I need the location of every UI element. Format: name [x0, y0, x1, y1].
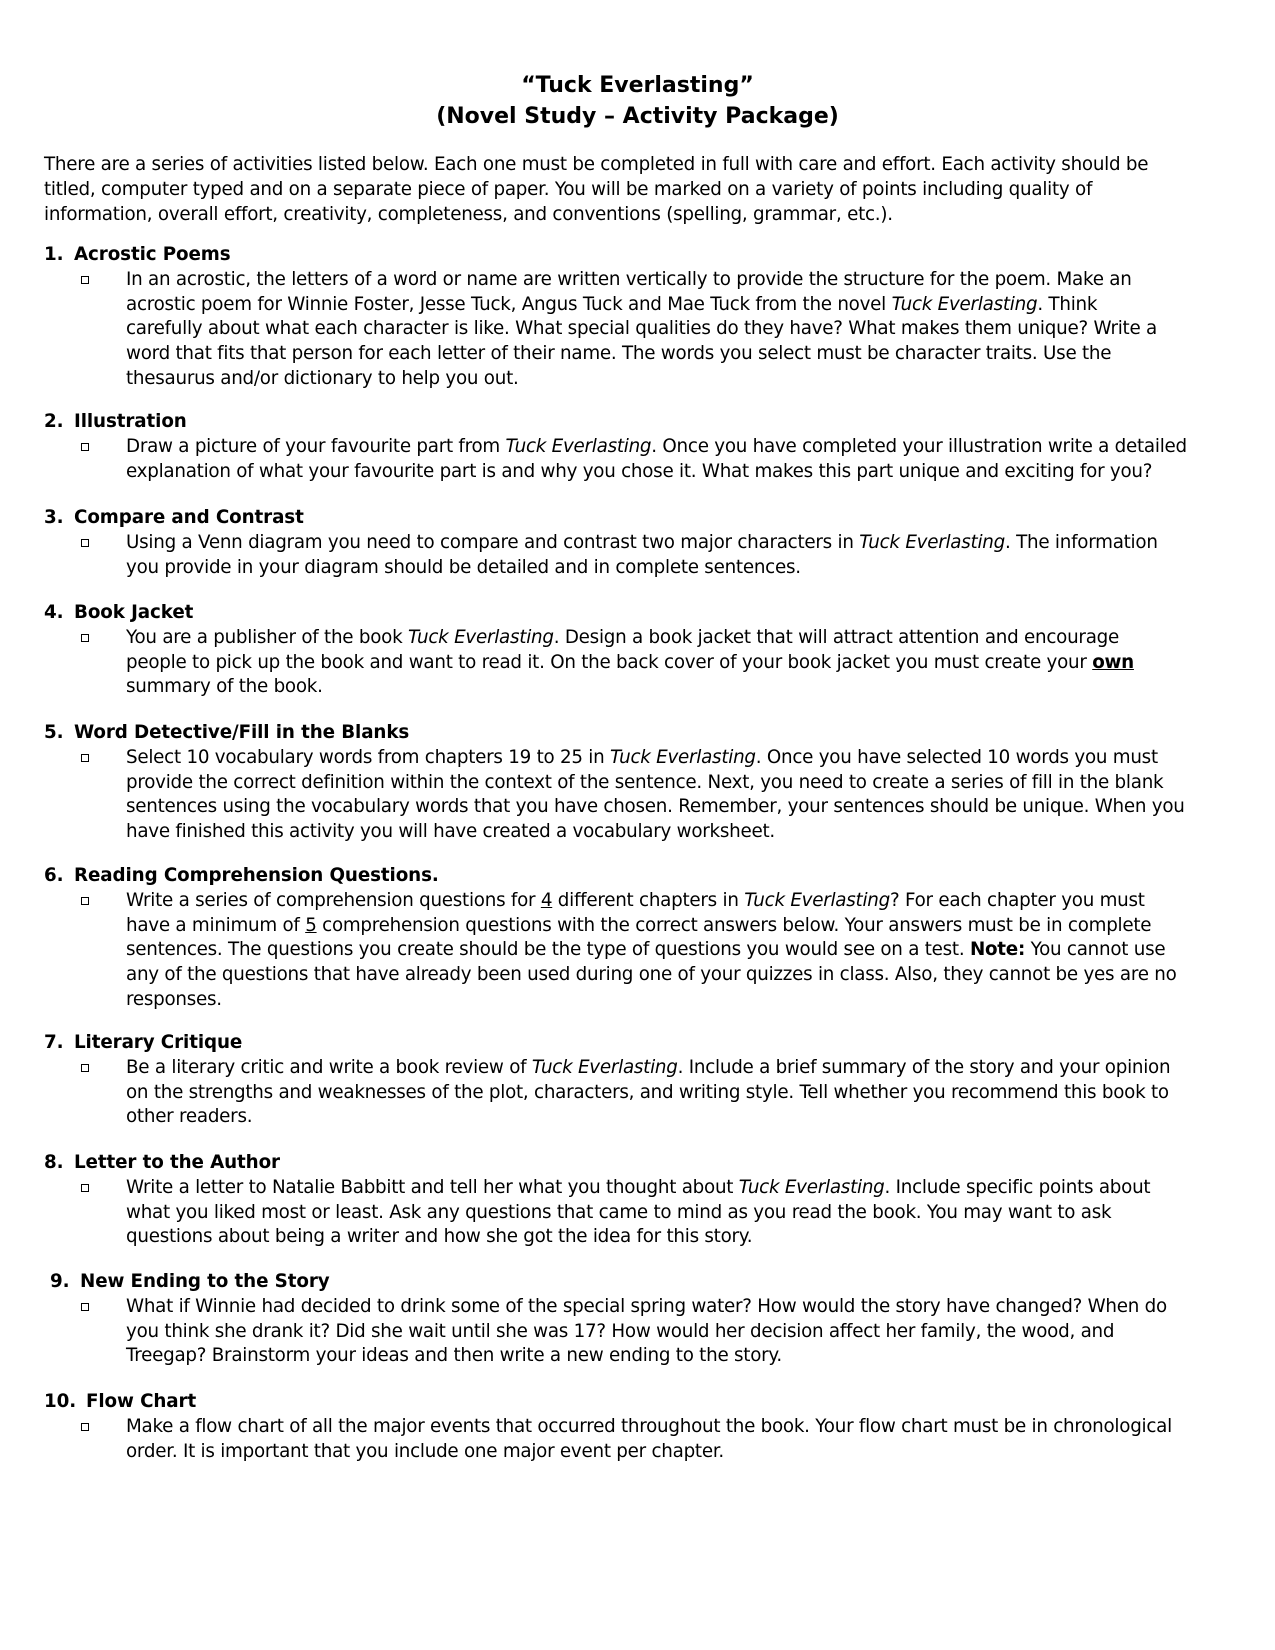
activity-heading: 10. Flow Chart — [44, 1391, 197, 1412]
activity-description: Make a flow chart of all the major events that occurred throughout the book. Your flow chart must be in chronological order. It is important that you include one major event per chapter. — [44, 1415, 1244, 1465]
activity-reading-comprehension — [44, 864, 1244, 1013]
activity-illustration — [44, 410, 1244, 484]
activity-description: Be a literary critic and write a book review of Tuck Everlasting. Include a brief summary of the story and your opinion on the strengths and weaknesses of the plot, characters, and writing style. Tell whether you recommend this book to other readers. — [44, 1056, 1244, 1130]
document-title: “Tuck Everlasting” — [521, 73, 754, 98]
checkbox-bullet-icon — [81, 897, 89, 905]
checkbox-bullet-icon — [81, 539, 89, 547]
activity-new-ending — [44, 1270, 1244, 1369]
book-title-italic: Tuck Everlasting — [859, 531, 1005, 553]
activity-acrostic-poems — [44, 243, 1244, 392]
book-title-italic: Tuck Everlasting — [744, 889, 890, 911]
activity-description: You are a publisher of the book Tuck Everlasting. Design a book jacket that will attract attention and encourage people to pick up the book and want to read it. On the back cover of your book jacket you must create your own summary of the book. — [44, 626, 1244, 700]
activity-description: Write a series of comprehension questions for 4 different chapters in Tuck Everlasting? For each chapter you must have a minimum of 5 comprehension questions with the correct answers below. Your answers must be in complete sentences. The questions you create should be the type of questions you would see on a test. Note: You cannot use any of the questions that have already been used during one of your quizzes in class. Also, they cannot be yes are no responses. — [44, 889, 1244, 1013]
activity-heading: 3. Compare and Contrast — [44, 507, 304, 528]
activity-heading: 7. Literary Critique — [44, 1032, 243, 1053]
intro-line: There are a series of activities listed below. Each one must be completed in full with care and effort. Each activity should be — [44, 154, 1149, 175]
checkbox-bullet-icon — [81, 1303, 89, 1311]
activity-description: Select 10 vocabulary words from chapters 19 to 25 in Tuck Everlasting. Once you have selected 10 words you must provide the correct definition within the context of the sentence. Next, you need to create a series of fill in the blank sentences using the vocabulary words that you have chosen. Remember, your sentences should be unique. When you have finished this activity you will have created a vocabulary worksheet. — [44, 746, 1244, 845]
emphasis-own: own — [1092, 651, 1134, 673]
intro-line: information, overall effort, creativity, completeness, and conventions (spelling, grammar, etc.). — [44, 203, 893, 225]
activity-book-jacket — [44, 601, 1244, 700]
title-block — [0, 70, 1275, 132]
checkbox-bullet-icon — [81, 1184, 89, 1192]
checkbox-bullet-icon — [81, 754, 89, 762]
checkbox-bullet-icon — [81, 276, 89, 284]
activity-heading: 8. Letter to the Author — [44, 1152, 280, 1173]
intro-line: titled, computer typed and on a separate piece of paper. You will be marked on a variety of points including quality of — [44, 178, 1093, 200]
checkbox-bullet-icon — [81, 634, 89, 642]
note-label: Note: — [969, 939, 1026, 961]
activity-word-detective — [44, 721, 1244, 845]
activity-description: Write a letter to Natalie Babbitt and tell her what you thought about Tuck Everlasting. Include specific points about what you liked most or least. Ask any questions that came to mind as you read the book. You may want to ask questions about being a writer and how she got the idea for this story. — [44, 1176, 1244, 1250]
book-title-italic: Tuck Everlasting — [738, 1176, 885, 1198]
book-title-italic: Tuck Everlasting — [407, 626, 554, 648]
document-subtitle: (Novel Study – Activity Package) — [436, 104, 839, 129]
intro-paragraph — [44, 153, 1244, 227]
activity-compare-contrast — [44, 506, 1244, 580]
activity-heading: 6. Reading Comprehension Questions. — [44, 865, 439, 886]
activity-description: What if Winnie had decided to drink some of the special spring water? How would the story have changed? When do you think she drank it? Did she wait until she was 17? How would her decision affect her family, the wood, and Treegap? Brainstorm your ideas and then write a new ending to the story. — [44, 1295, 1244, 1369]
activity-description: Draw a picture of your favourite part from Tuck Everlasting. Once you have completed your illustration write a detailed explanation of what your favourite part is and why you chose it. What makes this part unique and exciting for you? — [44, 435, 1244, 485]
book-title-italic: Tuck Everlasting — [610, 746, 756, 768]
activity-heading: 2. Illustration — [44, 411, 187, 432]
activity-heading: 1. Acrostic Poems — [44, 244, 231, 265]
activity-heading: 4. Book Jacket — [44, 602, 194, 623]
book-title-italic: Tuck Everlasting — [505, 435, 652, 457]
activity-description: In an acrostic, the letters of a word or name are written vertically to provide the structure for the poem. Make an acrostic poem for Winnie Foster, Jesse Tuck, Angus Tuck and Mae Tuck from the novel Tuck Everlasting. Think carefully about what each character is like. What special qualities do they have? What makes them unique? Write a word that fits that person for each letter of their name. The words you select must be character traits. Use the thesaurus and/or dictionary to help you out. — [44, 268, 1244, 392]
activity-heading: 5. Word Detective/Fill in the Blanks — [44, 722, 410, 743]
book-title-italic: Tuck Everlasting — [891, 293, 1038, 315]
activity-letter-to-author — [44, 1151, 1244, 1250]
activity-literary-critique — [44, 1031, 1244, 1130]
checkbox-bullet-icon — [81, 443, 89, 451]
activity-heading: 9. New Ending to the Story — [50, 1271, 330, 1292]
activity-flow-chart — [44, 1390, 1244, 1464]
book-title-italic: Tuck Everlasting — [531, 1056, 678, 1078]
checkbox-bullet-icon — [81, 1064, 89, 1072]
activity-description: Using a Venn diagram you need to compare and contrast two major characters in Tuck Everlasting. The information you provide in your diagram should be detailed and in complete sentences. — [44, 531, 1244, 581]
checkbox-bullet-icon — [81, 1423, 89, 1431]
